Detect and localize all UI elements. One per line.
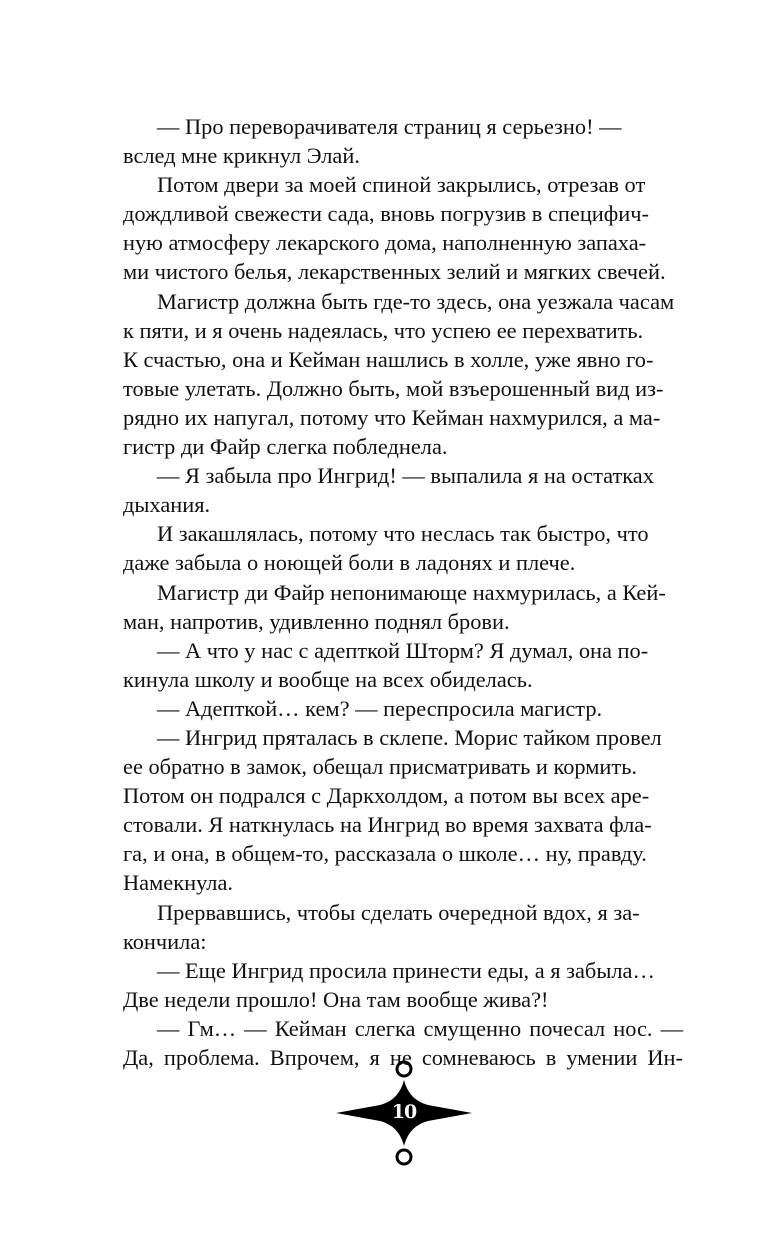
paragraph-7 [123, 636, 683, 694]
text-body [123, 112, 683, 1072]
page-number: 10 [391, 1101, 417, 1123]
paragraph-9-line-6: Намекнула. [123, 870, 233, 896]
paragraph-9-line-4: стовали. Я наткнулась на Ингрид во время захвата фла- [123, 812, 652, 838]
paragraph-5-line-2: даже забыла о ноющей боли в ладонях и плече. [123, 550, 576, 576]
paragraph-3-line-1: Магистр должна быть где-то здесь, она уезжала часам [157, 288, 675, 314]
paragraph-2-line-2: дождливой свежести сада, вновь погрузив в специфич- [123, 201, 649, 227]
paragraph-3 [123, 287, 683, 462]
paragraph-6-line-1: Магистр ди Файр непонимающе нахмурилась, а Кей- [157, 579, 666, 605]
paragraph-3-line-5: рядно их напугал, потому что Кейман нахмурился, а ма- [123, 404, 661, 430]
paragraph-9-line-5: га, и она, в общем-то, рассказала о школе… ну, правду. [123, 841, 647, 867]
paragraph-1-line-2: вслед мне крикнул Элай. [123, 143, 360, 169]
paragraph-10-line-2: кончила: [123, 928, 207, 954]
paragraph-12-line-1: — Гм… — Кейман слегка смущенно почесал нос. — [157, 1015, 683, 1041]
paragraph-3-line-6: гистр ди Файр слегка побледнела. [123, 434, 448, 460]
paragraph-8-line-1: — Адепткой… кем? — переспросила магистр. [157, 695, 603, 721]
paragraph-3-line-3: К счастью, она и Кейман нашлись в холле, уже явно го- [123, 346, 654, 372]
paragraph-5-line-1: И закашлялась, потому что неслась так быстро, что [157, 521, 649, 547]
paragraph-7-line-1: — А что у нас с адепткой Шторм? Я думал, она по- [157, 637, 649, 663]
paragraph-9-line-2: ее обратно в замок, обещал присматривать и кормить. [123, 754, 637, 780]
paragraph-7-line-2: кинула школу и вообще на всех обиделась. [123, 666, 533, 692]
paragraph-11-line-1: — Еще Ингрид просила принести еды, а я забыла… [157, 957, 655, 983]
paragraph-3-line-4: товые улетать. Должно быть, мой взъерошенный вид из- [123, 375, 664, 401]
paragraph-2-line-1: Потом двери за моей спиной закрылись, отрезав от [157, 172, 646, 198]
paragraph-1 [123, 112, 683, 170]
paragraph-9-line-1: — Ингрид пряталась в склепе. Морис тайком провел [157, 724, 662, 750]
paragraph-6 [123, 578, 683, 636]
paragraph-1-line-1: — Про переворачивателя страниц я серьезно! — [157, 114, 622, 139]
paragraph-10 [123, 898, 683, 956]
paragraph-2-line-4: ми чистого белья, лекарственных зелий и мягких свечей. [123, 259, 666, 285]
paragraph-9 [123, 723, 683, 898]
paragraph-6-line-2: ман, напротив, удивленно поднял брови. [123, 608, 510, 634]
paragraph-12-line-2: Да, проблема. Впрочем, я не сомневаюсь в умении Ин- [123, 1045, 683, 1070]
paragraph-4 [123, 461, 683, 519]
paragraph-10-line-1: Прервавшись, чтобы сделать очередной вдох, я за- [157, 899, 640, 925]
paragraph-5 [123, 519, 683, 577]
paragraph-11-line-2: Две недели прошло! Она там вообще жива?! [123, 986, 549, 1012]
paragraph-2-line-3: ную атмосферу лекарского дома, наполненную запаха- [123, 230, 647, 256]
paragraph-9-line-3: Потом он подрался с Даркхолдом, а потом вы всех аре- [123, 783, 650, 809]
page-number-ornament [334, 1058, 474, 1168]
paragraph-2 [123, 170, 683, 286]
paragraph-4-line-2: дыхания. [123, 492, 211, 518]
paragraph-8 [123, 694, 683, 723]
paragraph-4-line-1: — Я забыла про Ингрид! — выпалила я на остатках [157, 463, 654, 489]
paragraph-3-line-2: к пяти, и я очень надеялась, что успею ее перехватить. [123, 317, 644, 343]
paragraph-11 [123, 956, 683, 1014]
